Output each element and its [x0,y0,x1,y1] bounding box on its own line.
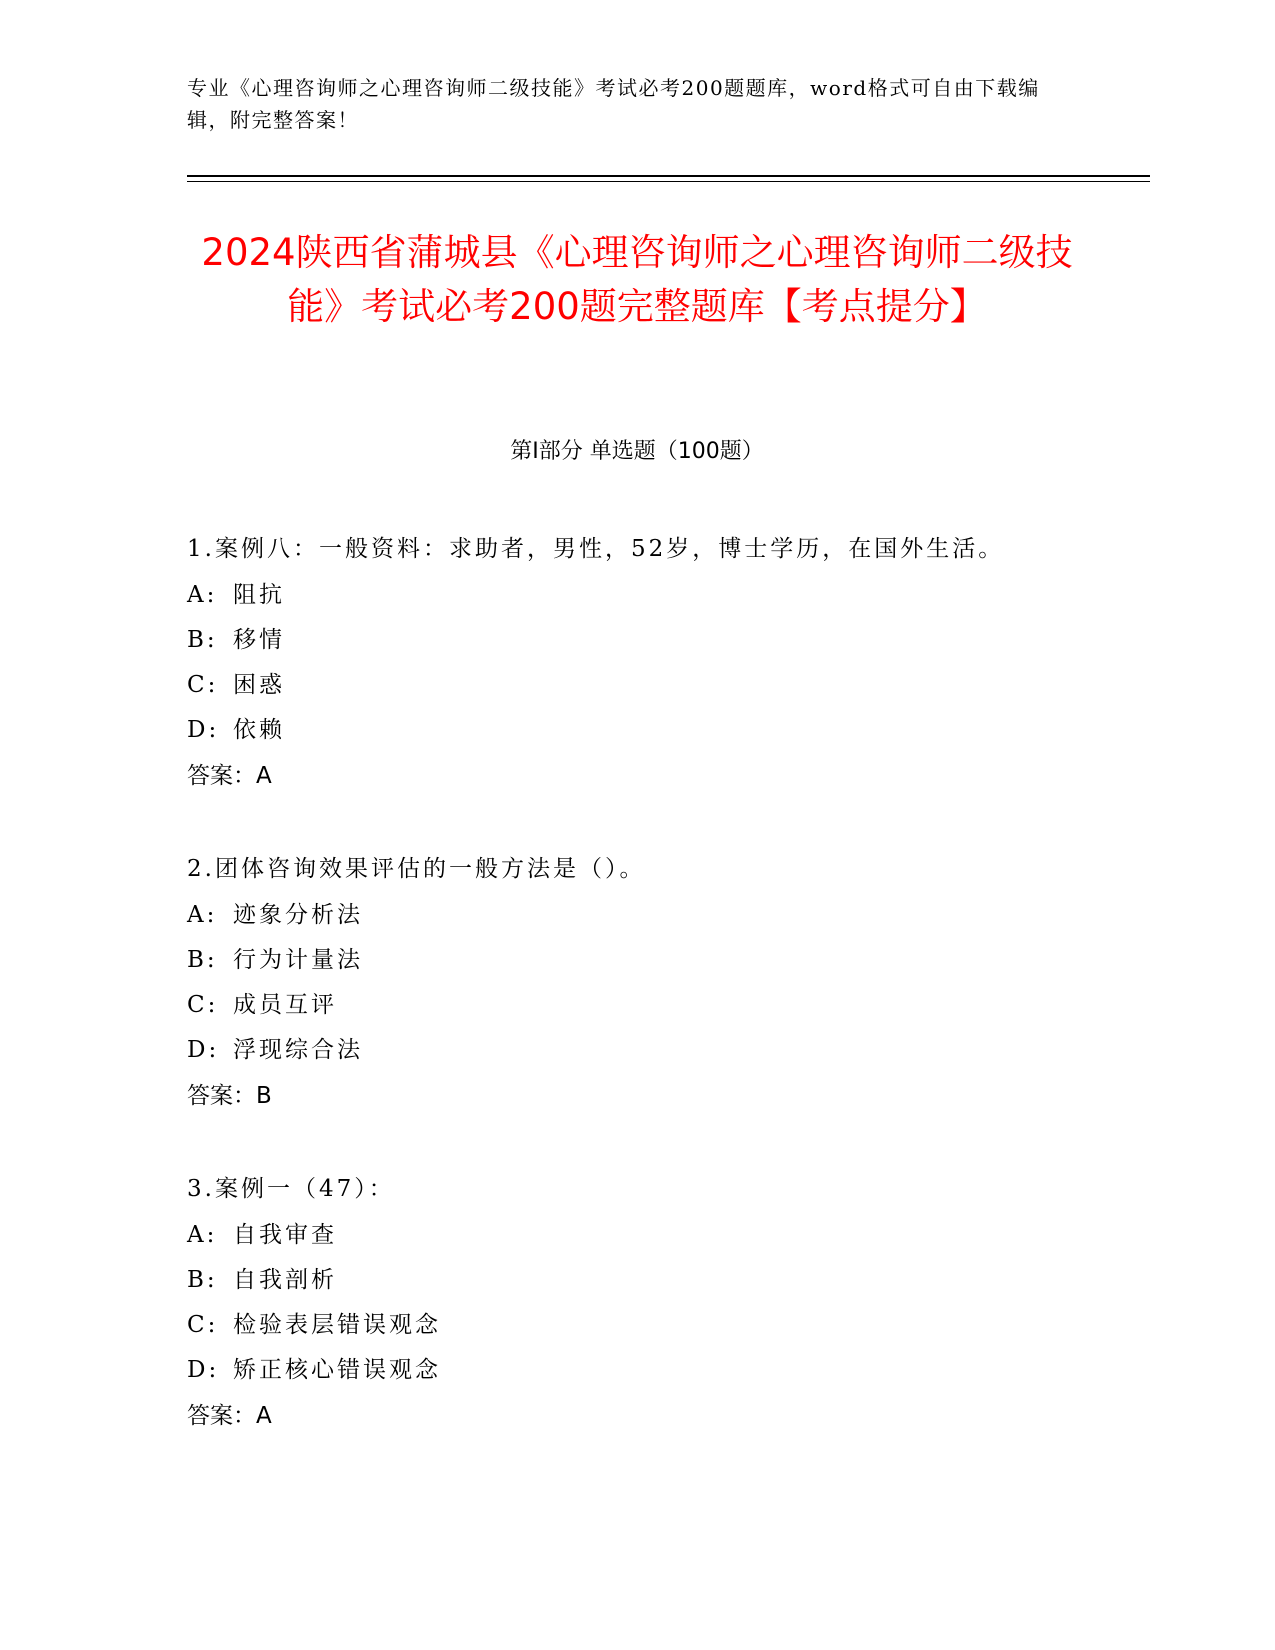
option-b [187,1258,1067,1303]
option-letter: D: [187,717,220,743]
option-letter: B: [187,627,218,653]
option-b [187,618,1067,663]
option-letter: C: [187,1312,219,1338]
option-b [187,938,1067,983]
option-letter: B: [187,947,218,973]
option-text: 自我审查 [233,1222,337,1248]
option-text: 困惑 [233,672,285,698]
option-c [187,663,1067,708]
option-d [187,1348,1067,1393]
option-text: 依赖 [233,717,285,743]
option-letter: D: [187,1357,220,1383]
question-item [187,525,1067,799]
option-c [187,1303,1067,1348]
option-text: 移情 [233,627,285,653]
option-text: 成员互评 [233,992,337,1018]
option-text: 检验表层错误观念 [233,1312,441,1338]
option-letter: C: [187,672,219,698]
option-d [187,708,1067,753]
option-letter: D: [187,1037,220,1063]
question-stem: 2.团体咨询效果评估的一般方法是（）。 [187,856,646,882]
option-a [187,573,1067,618]
option-letter: B: [187,1267,218,1293]
header-divider-thick [187,175,1150,177]
option-text: 浮现综合法 [233,1037,363,1063]
option-c [187,983,1067,1028]
option-d [187,1028,1067,1073]
answer-line: 答案：A [187,763,272,789]
option-text: 矫正核心错误观念 [233,1357,441,1383]
option-text: 行为计量法 [233,947,363,973]
option-text: 阻抗 [233,582,285,608]
option-a [187,1213,1067,1258]
option-text: 自我剖析 [233,1267,337,1293]
section-title: 第I部分 单选题（100题） [510,439,764,464]
question-stem: 3.案例一（47）： [187,1176,395,1202]
question-list [187,525,1067,1485]
header-note: 专业《心理咨询师之心理咨询师二级技能》考试必考200题题库，word格式可自由下载编辑，附完整答案！ [187,76,1040,132]
header-divider-thin [187,181,1150,182]
option-letter: A: [187,582,218,608]
option-a [187,893,1067,938]
document-title: 2024陕西省蒲城县《心理咨询师之心理咨询师二级技能》考试必考200题完整题库【考点提分】 [201,231,1073,328]
answer-line: 答案：A [187,1403,272,1429]
question-item [187,1165,1067,1439]
question-stem: 1.案例八：一般资料：求助者，男性，52岁，博士学历，在国外生活。 [187,536,1005,562]
option-letter: A: [187,1222,218,1248]
option-letter: C: [187,992,219,1018]
option-text: 迹象分析法 [233,902,363,928]
question-item [187,845,1067,1119]
option-letter: A: [187,902,218,928]
answer-line: 答案：B [187,1083,272,1109]
